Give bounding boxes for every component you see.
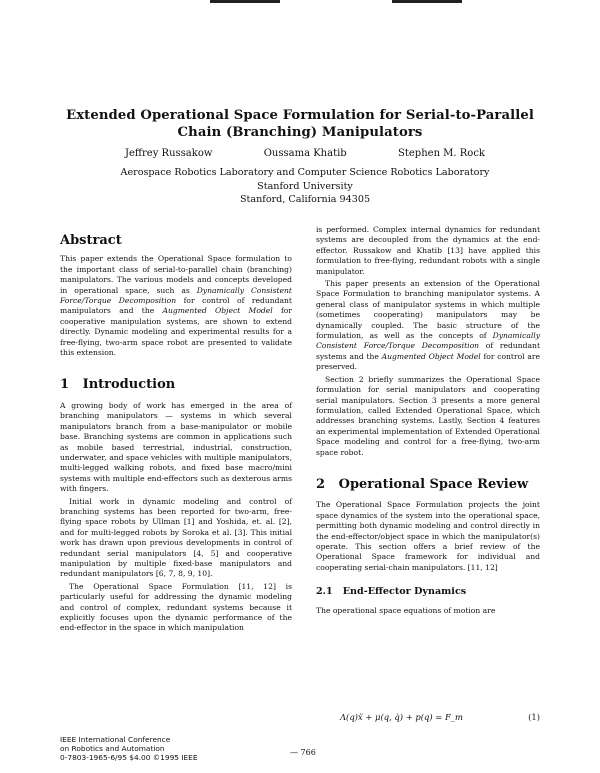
intro-paragraph-2: Initial work in dynamic modeling and control of branching systems has been reported for two-arm, free-flying space robots by Ullman [1] and Yoshida, et. al. [2], and for multi-legged robots by Soroka et al. [3]. This initial work has drawn upon previous developments in control of redundant serial manipulators [4, 5] and cooperative manipulation by multiple fixed-base manipulators and redundant manipulators [6, 7, 8, 9, 10]. xyxy=(60,496,292,579)
subsection-2-1-title: End-Effector Dynamics xyxy=(342,586,467,598)
intro-paragraph-1: A growing body of work has emerged in the area of branching manipulators — systems in which several manipulators branch from a base-manipulator or mobile base. Branching systems are common in applications such as mobile based terrestrial, industrial, construction, underwater, and space vehicles with multiple manipulators, multi-legged walking robots, and fixed base macro/mini systems with multiple end-effectors such as dexterous arms with fingers. xyxy=(60,400,292,494)
subsection-2-1-heading xyxy=(316,587,540,597)
intro-paragraph-3: The Operational Space Formulation [11, 12] is particularly useful for addressing the dynamic modeling and control of complex, redundant systems because it explicitly focuses upon the dynamic performance of the end-effector in the space in which manipulation xyxy=(60,581,292,633)
section-2-paragraph: The Operational Space Formulation projects the joint space dynamics of the system into the operational space, permitting both dynamic modeling and control directly in the end-effector/object space in which the manipulator(s) operate. This section offers a brief review of the Operational Space framework for individual and cooperating serial-chain manipulators. [11, 12] xyxy=(316,500,540,572)
title-line-1: Extended Operational Space Formulation for Serial-to-Parallel xyxy=(66,108,534,123)
footer-line-1: IEEE International Conference xyxy=(60,735,171,744)
right-p2-text-b: of redundant systems and the xyxy=(316,341,540,361)
right-p2-emphasis-2: Augmented Object Model xyxy=(381,351,481,361)
affiliation-university: Stanford University xyxy=(257,181,353,192)
right-paragraph-3: Section 2 briefly summarizes the Operational Space formulation for serial manipulators and cooperating serial manipulators. Section 3 presents a more general formulation, called Extended Operational Space, which addresses branching systems. Lastly, Section 4 features an experimental implementation of Extended Operational Space modeling and control for a free-flying, two-arm space robot. xyxy=(316,374,540,457)
title-line-2: Chain (Branching) Manipulators xyxy=(177,125,423,140)
section-1-number: 1 xyxy=(60,377,70,393)
section-1-title: Introduction xyxy=(82,377,176,393)
right-column xyxy=(316,225,540,618)
right-p2-text-c: for control are preserved. xyxy=(316,351,540,372)
section-2-number: 2 xyxy=(316,476,326,492)
abstract-text-a: This paper extends the Operational Space formulation to the important class of serial-to-parallel chain (branching) manipulators. The various models and concepts developed in operational space, such as xyxy=(60,254,292,295)
right-paragraph-1: is performed. Complex internal dynamics for redundant systems are decoupled from the dynamics at the end-effector. Russakow and Khatib [13] have applied this formulation to free-flying, redundant robots with a single manipulator. xyxy=(316,225,540,276)
author-1: Jeffrey Russakow xyxy=(125,148,213,159)
section-2-title: Operational Space Review xyxy=(338,476,529,492)
left-column xyxy=(60,233,292,636)
subsection-2-1-number: 2.1 xyxy=(316,586,333,598)
abstract-text-c: for cooperative manipulation systems, are shown to extend directly. Dynamic modeling and experimental results for a free-flying, two-arm space robot are presented to validate this extension. xyxy=(60,306,292,358)
author-2: Oussama Khatib xyxy=(263,148,347,159)
equation-1 xyxy=(340,712,540,722)
author-3: Stephen M. Rock xyxy=(398,148,485,159)
abstract-text xyxy=(60,254,292,358)
abstract-heading: Abstract xyxy=(60,233,122,248)
right-p2-text-a: This paper presents an extension of the Operational Space Formulation to branching manipulator systems. A general class of manipulator systems in which multiple (sometimes cooperating) manipulators may be dynamically coupled. The basic structure of the formulation, as well as the concepts of xyxy=(316,279,540,341)
equation-expression: Λ(q)ẍ + μ(q, q̇) + p(q) = F_m xyxy=(340,712,463,722)
top-rule-right xyxy=(392,0,462,3)
affiliation-lab: Aerospace Robotics Laboratory and Computer Science Robotics Laboratory xyxy=(120,167,490,178)
affiliation-city: Stanford, California 94305 xyxy=(239,194,371,205)
footer-line-3: 0-7803-1965-6/95 $4.00 ©1995 IEEE xyxy=(60,752,198,762)
paper-title xyxy=(60,107,540,141)
right-p2-emphasis-1: Dynamically Consistent Force/Torque Decomposition xyxy=(316,331,540,351)
abstract-text-b: for control of redundant manipulators and the xyxy=(60,296,292,316)
abstract-emphasis-2: Augmented Object Model xyxy=(162,306,273,316)
subsection-2-1-paragraph: The operational space equations of motion are xyxy=(316,605,496,615)
abstract-emphasis-1: Dynamically Consistent Force/Torque Decomposition xyxy=(60,285,292,306)
page-number: — 766 xyxy=(290,748,316,757)
equation-number: (1) xyxy=(528,712,540,722)
conference-footer xyxy=(60,736,198,762)
section-1-heading xyxy=(60,377,292,393)
right-paragraph-2 xyxy=(316,279,540,373)
top-rule-left xyxy=(210,0,280,3)
section-2-heading xyxy=(316,476,540,492)
footer-line-2: on Robotics and Automation xyxy=(60,743,165,753)
author-list xyxy=(125,148,485,159)
